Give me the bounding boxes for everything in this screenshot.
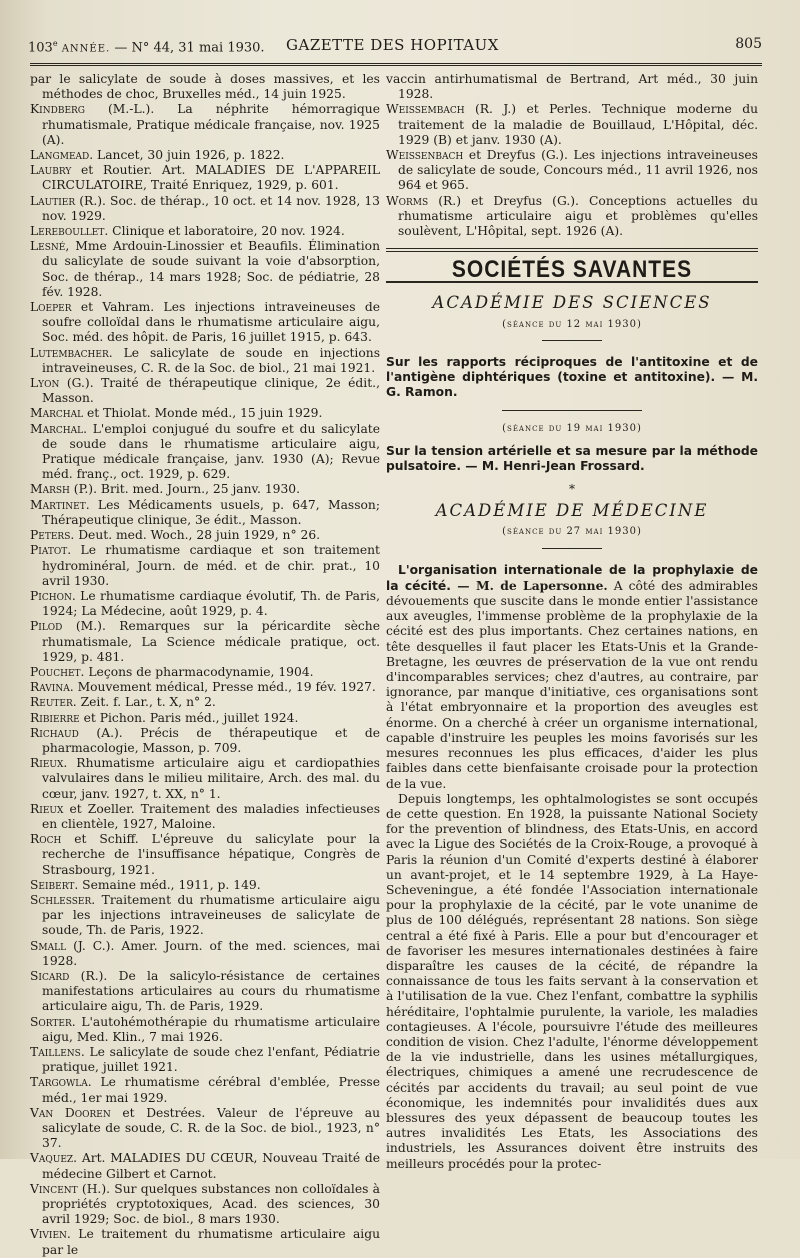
reference-text: L'autohémothérapie du rhumatisme articulaire aigu, Med. Klin., 7 mai 1926. — [42, 1014, 380, 1044]
reference-author: Peters. — [30, 528, 75, 543]
reference-text: Le rhumatisme cardiaque et son traitement hydrominéral, Journ. de méd. et de chir. prat., 10 avril 1930. — [42, 543, 380, 588]
reference-text: L'emploi conjugué du soufre et du salicylate de soude dans le rhumatisme articulaire aigu, Pratique médicale française, janv. 1930 (A); Revue méd. franç., oct. 1929, p. 629. — [42, 421, 380, 482]
reference-text: (H.). Sur quelques substances non colloïdales à propriétés cryptotoxiques, Acad. des sciences, 30 avril 1929; Soc. de biol., 8 mars 1930. — [42, 1181, 380, 1227]
reference-text: et Zoeller. Traitement des maladies infectieuses en clientèle, 1927, Maloine. — [42, 801, 380, 831]
communication-1: Sur les rapports réciproques de l'antitoxine et de l'antigène diphtériques (toxine et antitoxine). — M. G. Ramon. — [386, 354, 758, 399]
right-column-references — [386, 72, 758, 239]
reference-author: Pilod — [30, 619, 63, 634]
reference-text: et Routier. Art. MALADIES DE L'APPAREIL CIRCULATOIRE, Traité Enriquez, 1929, p. 601. — [42, 163, 380, 193]
reference-entry — [30, 801, 380, 832]
reference-text: et Thiolat. Monde méd., 15 juin 1929. — [83, 406, 323, 421]
reference-author: Loeper — [30, 300, 72, 315]
article-author: — M. de Lapersonne. — [450, 577, 608, 593]
reference-author: Rieux. — [30, 756, 68, 771]
reference-text: et Schiff. L'épreuve du salicylate pour la recherche de l'insuffisance hépatique, Congrès de Strasbourg, 1921. — [42, 832, 380, 877]
reference-author: Vincent — [30, 1181, 78, 1196]
reference-author: Pouchet. — [30, 664, 85, 679]
issue-number-date: — N° 44, 31 mai 1930. — [114, 40, 265, 56]
session-date-1: (séance du 12 mai 1930) — [502, 318, 642, 330]
reference-entry — [30, 72, 380, 102]
reference-author: Langmead. — [30, 148, 94, 163]
reference-entry — [30, 664, 380, 680]
reference-author: Ribierre — [30, 710, 80, 725]
reference-author: Vivien. — [30, 1227, 71, 1242]
reference-entry — [30, 1105, 380, 1152]
reference-author: Schlesser. — [30, 892, 96, 907]
reference-entry — [30, 102, 380, 148]
reference-entry — [30, 1181, 380, 1228]
reference-entry — [30, 239, 380, 300]
reference-text: (R.). Soc. de thérap., 10 oct. et 14 nov. 1928, 13 nov. 1929. — [42, 193, 380, 223]
reference-entry — [30, 497, 380, 528]
reference-entry — [30, 756, 380, 802]
reference-text: (R.) et Dreyfus (G.). Conceptions actuelles du rhumatisme articulaire aigu et problèmes qu'elles soulèvent, L'Hôpital, sept. 1926 (A). — [398, 193, 758, 239]
reference-author: Roch — [30, 832, 62, 847]
reference-entry — [386, 148, 758, 194]
reference-author: Lutembacher. — [30, 345, 113, 360]
reference-entry — [30, 482, 380, 497]
reference-entry — [30, 1151, 380, 1181]
reference-text: Rhumatisme articulaire aigu et cardiopathies valvulaires dans le milieu militaire, Arch. des mal. du cœur, janv. 1927, t. XX, n° 1. — [42, 756, 380, 801]
reference-author: Marsh — [30, 482, 70, 497]
reference-text: et Dreyfus (G.). Les injections intraveineuses de salicylate de soude, Concours méd., 11 avril 1926, nos 964 et 965. — [398, 148, 758, 193]
reference-entry — [30, 1014, 380, 1045]
reference-text: Le rhumatisme cardiaque évolutif, Th. de Paris, 1924; La Médecine, août 1929, p. 4. — [42, 588, 380, 619]
reference-entry — [30, 877, 380, 893]
academy-sciences-heading: ACADÉMIE DES SCIENCES — [432, 293, 712, 313]
reference-text: Deut. med. Woch., 28 juin 1929, n° 26. — [74, 528, 321, 543]
reference-text: (P.). Brit. med. Journ., 25 janv. 1930. — [69, 482, 301, 497]
reference-author: Seibert. — [30, 877, 79, 892]
reference-author: Weissenbach — [386, 148, 464, 163]
reference-entry — [386, 193, 758, 240]
reference-author: Martinet. — [30, 497, 90, 512]
reference-author: Lereboullet. — [30, 224, 109, 239]
reference-author: Piatot. — [30, 543, 72, 558]
reference-text: Semaine méd., 1911, p. 149. — [78, 877, 261, 892]
reference-entry — [30, 300, 380, 346]
reference-text: et Pichon. Paris méd., juillet 1924. — [79, 710, 299, 725]
reference-author: Ravina. — [30, 680, 74, 695]
page-header — [28, 34, 762, 58]
reference-text: (R.). De la salicylo-résistance de certaines manifestations articulaires au cours du rhumatisme articulaire aigu, Th. de Paris, 1929. — [42, 968, 380, 1014]
issue-word: ANNÉE. — [61, 43, 111, 55]
reference-author: Weissembach — [386, 102, 465, 117]
reference-text: Mme Ardouin-Linossier et Beaufils. Élimination du salicylate de soude suivant la voie d'absorption, Soc. de thérap., 14 mars 1928; Soc. de pédiatrie, 28 fév. 1928. — [42, 239, 380, 299]
reference-text: (G.). Traité de thérapeutique clinique, 2e édit., Masson. — [42, 376, 380, 406]
reference-text: (M.). Remarques sur la péricardite sèche rhumatismale, La Science médicale pratique, oct. 1929, p. 481. — [42, 619, 380, 664]
reference-entry — [30, 1227, 380, 1257]
reference-entry — [30, 421, 380, 483]
reference-text: Clinique et laboratoire, 20 nov. 1924. — [108, 224, 345, 239]
reference-entry — [30, 376, 380, 406]
reference-entry — [30, 543, 380, 589]
section-title: SOCIÉTÉS SAVANTES — [451, 256, 693, 283]
issue-year: 103 — [28, 40, 53, 56]
reference-text: Le rhumatisme cérébral d'emblée, Presse méd., 1er mai 1929. — [42, 1075, 380, 1105]
reference-text: Le salicylate de soude en injections intraveineuses, C. R. de la Soc. de biol., 21 mai 1921. — [42, 345, 380, 375]
reference-author: Richaud — [30, 725, 79, 740]
left-column-references — [30, 72, 380, 1258]
reference-author: Marchal. — [30, 421, 87, 436]
reference-entry — [30, 938, 380, 969]
reference-author: Lautier — [30, 193, 76, 208]
reference-text: Le salicylate de soude chez l'enfant, Pédiatrie pratique, juillet 1921. — [42, 1045, 380, 1075]
reference-text: Zeit. f. Lar., t. X, n° 2. — [76, 695, 216, 710]
header-rule — [30, 63, 762, 69]
short-rule — [542, 340, 602, 341]
reference-text: (A.). Précis de thérapeutique et de pharmacologie, Masson, p. 709. — [42, 725, 380, 755]
reference-text: Art. MALADIES DU CŒUR, Nouveau Traité de médecine Gilbert et Carnot. — [42, 1151, 380, 1181]
reference-entry — [30, 1045, 380, 1075]
article-paragraph-2: Depuis longtemps, les ophtalmologistes se sont occupés de cette question. En 1928, la puissante National Society for the prevention of blindness, des Etats-Unis, en accord avec la Ligue des Sociétés de la Croix-Rouge, a provoqué à Paris la réunion d'un Comité d'experts destiné à élaborer un avant-projet, et le 14 septembre 1929, à La Haye-Scheveningue, a été fondée l'Association internationale pour la prophylaxie de la cécité, par le vote unanime de plus de 100 délégués, représentant 28 nations. Son siège central a été fixé à Paris. Elle a pour but d'encourager et de favoriser les mesures internationales destinées à faire disparaître les causes de la cécité, de répandre la connaissance de tous les faits servant à la conservation et à l'utilisation de la vue. Chez l'enfant, combattre la syphilis héréditaire, l'ophtalmie purulente, la variole, les maladies contagieuses. A l'école, poursuivre l'étude des meilleures condition de vision. Chez l'adulte, l'énorme développement de la vie industrielle, dans les usines métallurgiques, électriques, chimiques a amené une recrudescence de cécités par accidents du travail; au seul point de vue économique, les indemnités pour invalidités dues aux blessures des yeux dépassent de beaucoup toutes les autres invalidités Les Etats, les Associations des industriels, les Assurances doivent être instruits des meilleurs procédés pour la protec- — [386, 791, 758, 1171]
reference-author: Sicard — [30, 968, 70, 983]
section-divider-second — [386, 251, 758, 252]
session-date-2: (séance du 19 mai 1930) — [502, 422, 642, 434]
article-paragraph-1 — [386, 563, 758, 792]
reference-author: Laubry — [30, 163, 72, 178]
reference-text: vaccin antirhumatismal de Bertrand, Art méd., 30 juin 1928. — [386, 72, 758, 102]
reference-entry — [30, 163, 380, 193]
session-date-3: (séance du 27 mai 1930) — [502, 526, 642, 538]
reference-entry — [30, 1075, 380, 1105]
short-rule-3 — [542, 548, 602, 549]
reference-entry — [30, 619, 380, 665]
reference-author: Lyon — [30, 376, 60, 391]
reference-author: Worms — [386, 193, 429, 208]
reference-author: Rieux — [30, 801, 64, 816]
page-number: 805 — [735, 36, 762, 52]
reference-entry — [30, 832, 380, 878]
reference-author: Small — [30, 938, 67, 953]
reference-author: Sorter. — [30, 1014, 76, 1029]
reference-text: (J. C.). Amer. Journ. of the med. sciences, mai 1928. — [42, 938, 380, 968]
section-divider — [386, 248, 758, 249]
reference-author: Taillens. — [30, 1045, 85, 1059]
reference-entry — [386, 72, 758, 102]
reference-author: Pichon. — [30, 588, 76, 603]
reference-author: Lesné, — [30, 239, 70, 254]
communication-2: Sur la tension artérielle et sa mesure par la méthode pulsatoire. — M. Henri-Jean Frossard. — [386, 444, 758, 474]
reference-author: Van Dooren — [30, 1105, 111, 1120]
separator-star: * — [569, 482, 575, 497]
reference-author: Marchal — [30, 406, 84, 421]
reference-author: Vaquez. — [30, 1151, 78, 1166]
reference-text: par le salicylate de soude à doses massives, et les méthodes de choc, Bruxelles méd., 14 juin 1925. — [30, 72, 380, 102]
reference-entry — [30, 224, 380, 239]
reference-author: Targowla. — [30, 1075, 92, 1090]
right-column — [386, 72, 758, 1172]
reference-text: et Vahram. Les injections intraveineuses de soufre colloïdal dans le rhumatisme articulaire aigu, Soc. méd. des hôpit. de Paris, 16 juillet 1915, p. 643. — [42, 300, 380, 345]
issue-info — [28, 39, 265, 55]
reference-entry — [30, 528, 380, 543]
reference-entry — [30, 193, 380, 224]
reference-entry — [30, 406, 380, 421]
academy-medicine-heading: ACADÉMIE DE MÉDECINE — [435, 501, 709, 521]
reference-entry — [30, 725, 380, 756]
reference-entry — [386, 102, 758, 148]
article-text-1: A côté des admirables dévouements que suscite dans le monde entier l'assistance aux aveugles, l'immense problème de la prophylaxie de la cécité est des plus importants. Chez certaines nations, en tête desquelles il faut placer les Etats-Unis et la Grande-Bretagne, les œuvres de préservation de la vue ont rendu d'incomparables services; chez d'autres, au contraire, par ignorance, par manque d'initiative, ces organisations sont à l'état embryonnaire et la proportion des aveugles est énorme. On a cherché à créer un organisme international, capable d'instruire les peuples les moins favorisés sur les mesures reconnues les plus efficaces, d'aider les plus faibles dans cette bienfaisante croisade pour la protection de la vue. — [386, 578, 758, 791]
reference-text: Les Médicaments usuels, p. 647, Masson; Thérapeutique clinique, 3e édit., Masson. — [42, 497, 380, 527]
reference-text: Leçons de pharmacodynamie, 1904. — [84, 664, 314, 679]
journal-title: GAZETTE DES HOPITAUX — [286, 36, 499, 54]
reference-entry — [30, 695, 380, 710]
reference-text: Traitement du rhumatisme articulaire aigu par les injections intraveineuses de salicylate de soude, Th. de Paris, 1922. — [42, 892, 380, 938]
reference-text: Lancet, 30 juin 1926, p. 1822. — [93, 148, 285, 163]
reference-text: (M.-L.). La néphrite hémorragique rhumatismale, Pratique médicale française, nov. 1925 (A). — [42, 102, 380, 147]
reference-entry — [30, 345, 380, 376]
reference-entry — [30, 148, 380, 163]
reference-entry — [30, 892, 380, 939]
reference-text: et Destrées. Valeur de l'épreuve au salicylate de soude, C. R. de la Soc. de biol., 1923, n° 37. — [42, 1105, 380, 1151]
reference-entry — [30, 680, 380, 695]
article-title: L'organisation internationale de la prophylaxie de la cécité. — [386, 562, 758, 593]
issue-suffix: e — [52, 39, 58, 48]
reference-text: Le traitement du rhumatisme articulaire aigu par le — [42, 1227, 380, 1257]
reference-author: Kindberg — [30, 102, 85, 117]
reference-text: Mouvement médical, Presse méd., 19 fév. 1927. — [73, 680, 376, 695]
reference-text: (R. J.) et Perles. Technique moderne du traitement de la maladie de Bouillaud, L'Hôpital, déc. 1929 (B) et janv. 1930 (A). — [398, 102, 758, 147]
reference-entry — [30, 710, 380, 726]
reference-entry — [30, 968, 380, 1015]
reference-entry — [30, 588, 380, 619]
short-rule-2 — [502, 410, 642, 411]
reference-author: Reuter. — [30, 695, 77, 710]
